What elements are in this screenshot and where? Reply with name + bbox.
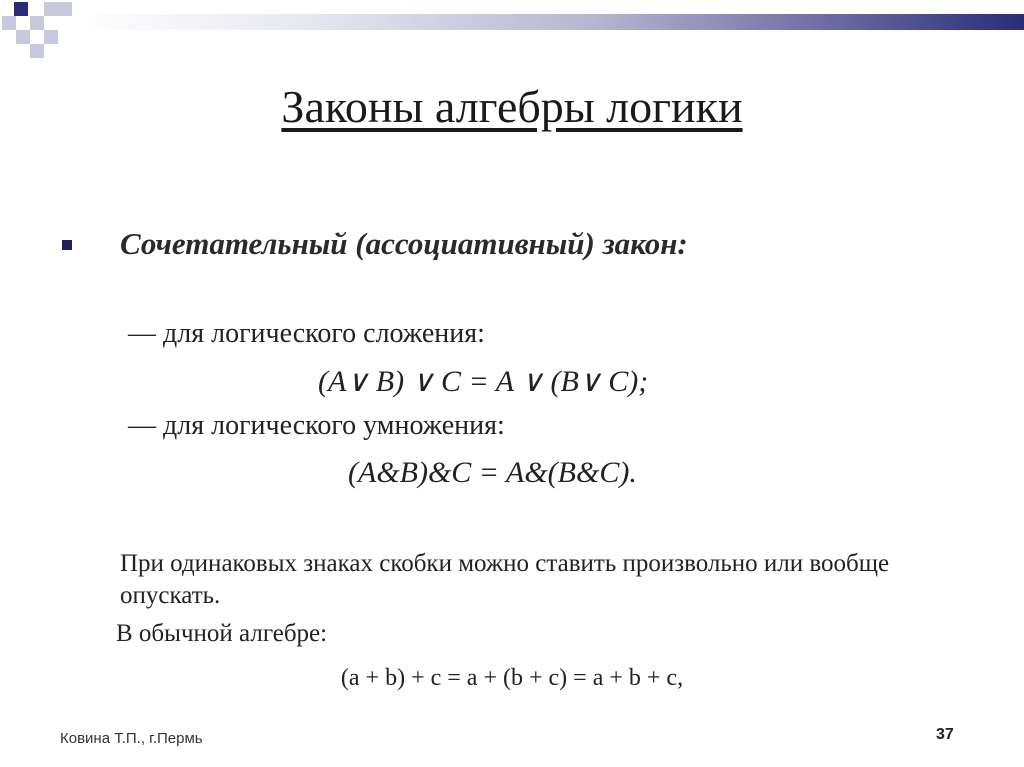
slide-title: Законы алгебры логики [281, 81, 743, 132]
decor-square [2, 16, 16, 30]
page-number: 37 [936, 726, 954, 743]
header-gradient-bar [76, 14, 1024, 30]
note-algebra: В обычной алгебре: [116, 620, 328, 647]
law-heading: Сочетательный (ассоциативный) закон: [120, 226, 688, 261]
note-text: При одинаковых знаках скобки можно ставить произвольно или вообще опускать. [120, 550, 890, 609]
addition-formula: (A∨ B) ∨ C = A ∨ (B∨ C); [318, 365, 649, 398]
addition-label: — для логического сложения: [128, 318, 485, 349]
algebra-formula: (a + b) + c = a + (b + c) = a + b + c, [340, 665, 684, 691]
multiplication-label: — для логического умножения: [128, 410, 505, 441]
multiplication-formula: (A&B)&C = A&(B&C). [348, 456, 637, 489]
bullet-icon [62, 240, 72, 250]
decor-square [44, 30, 58, 44]
decor-square [30, 16, 44, 30]
decor-square [14, 2, 28, 16]
decor-square [58, 2, 72, 16]
decor-square [16, 30, 30, 44]
footer-author: Ковина Т.П., г.Пермь [60, 730, 203, 747]
decor-square [30, 44, 44, 58]
decor-square [44, 2, 58, 16]
